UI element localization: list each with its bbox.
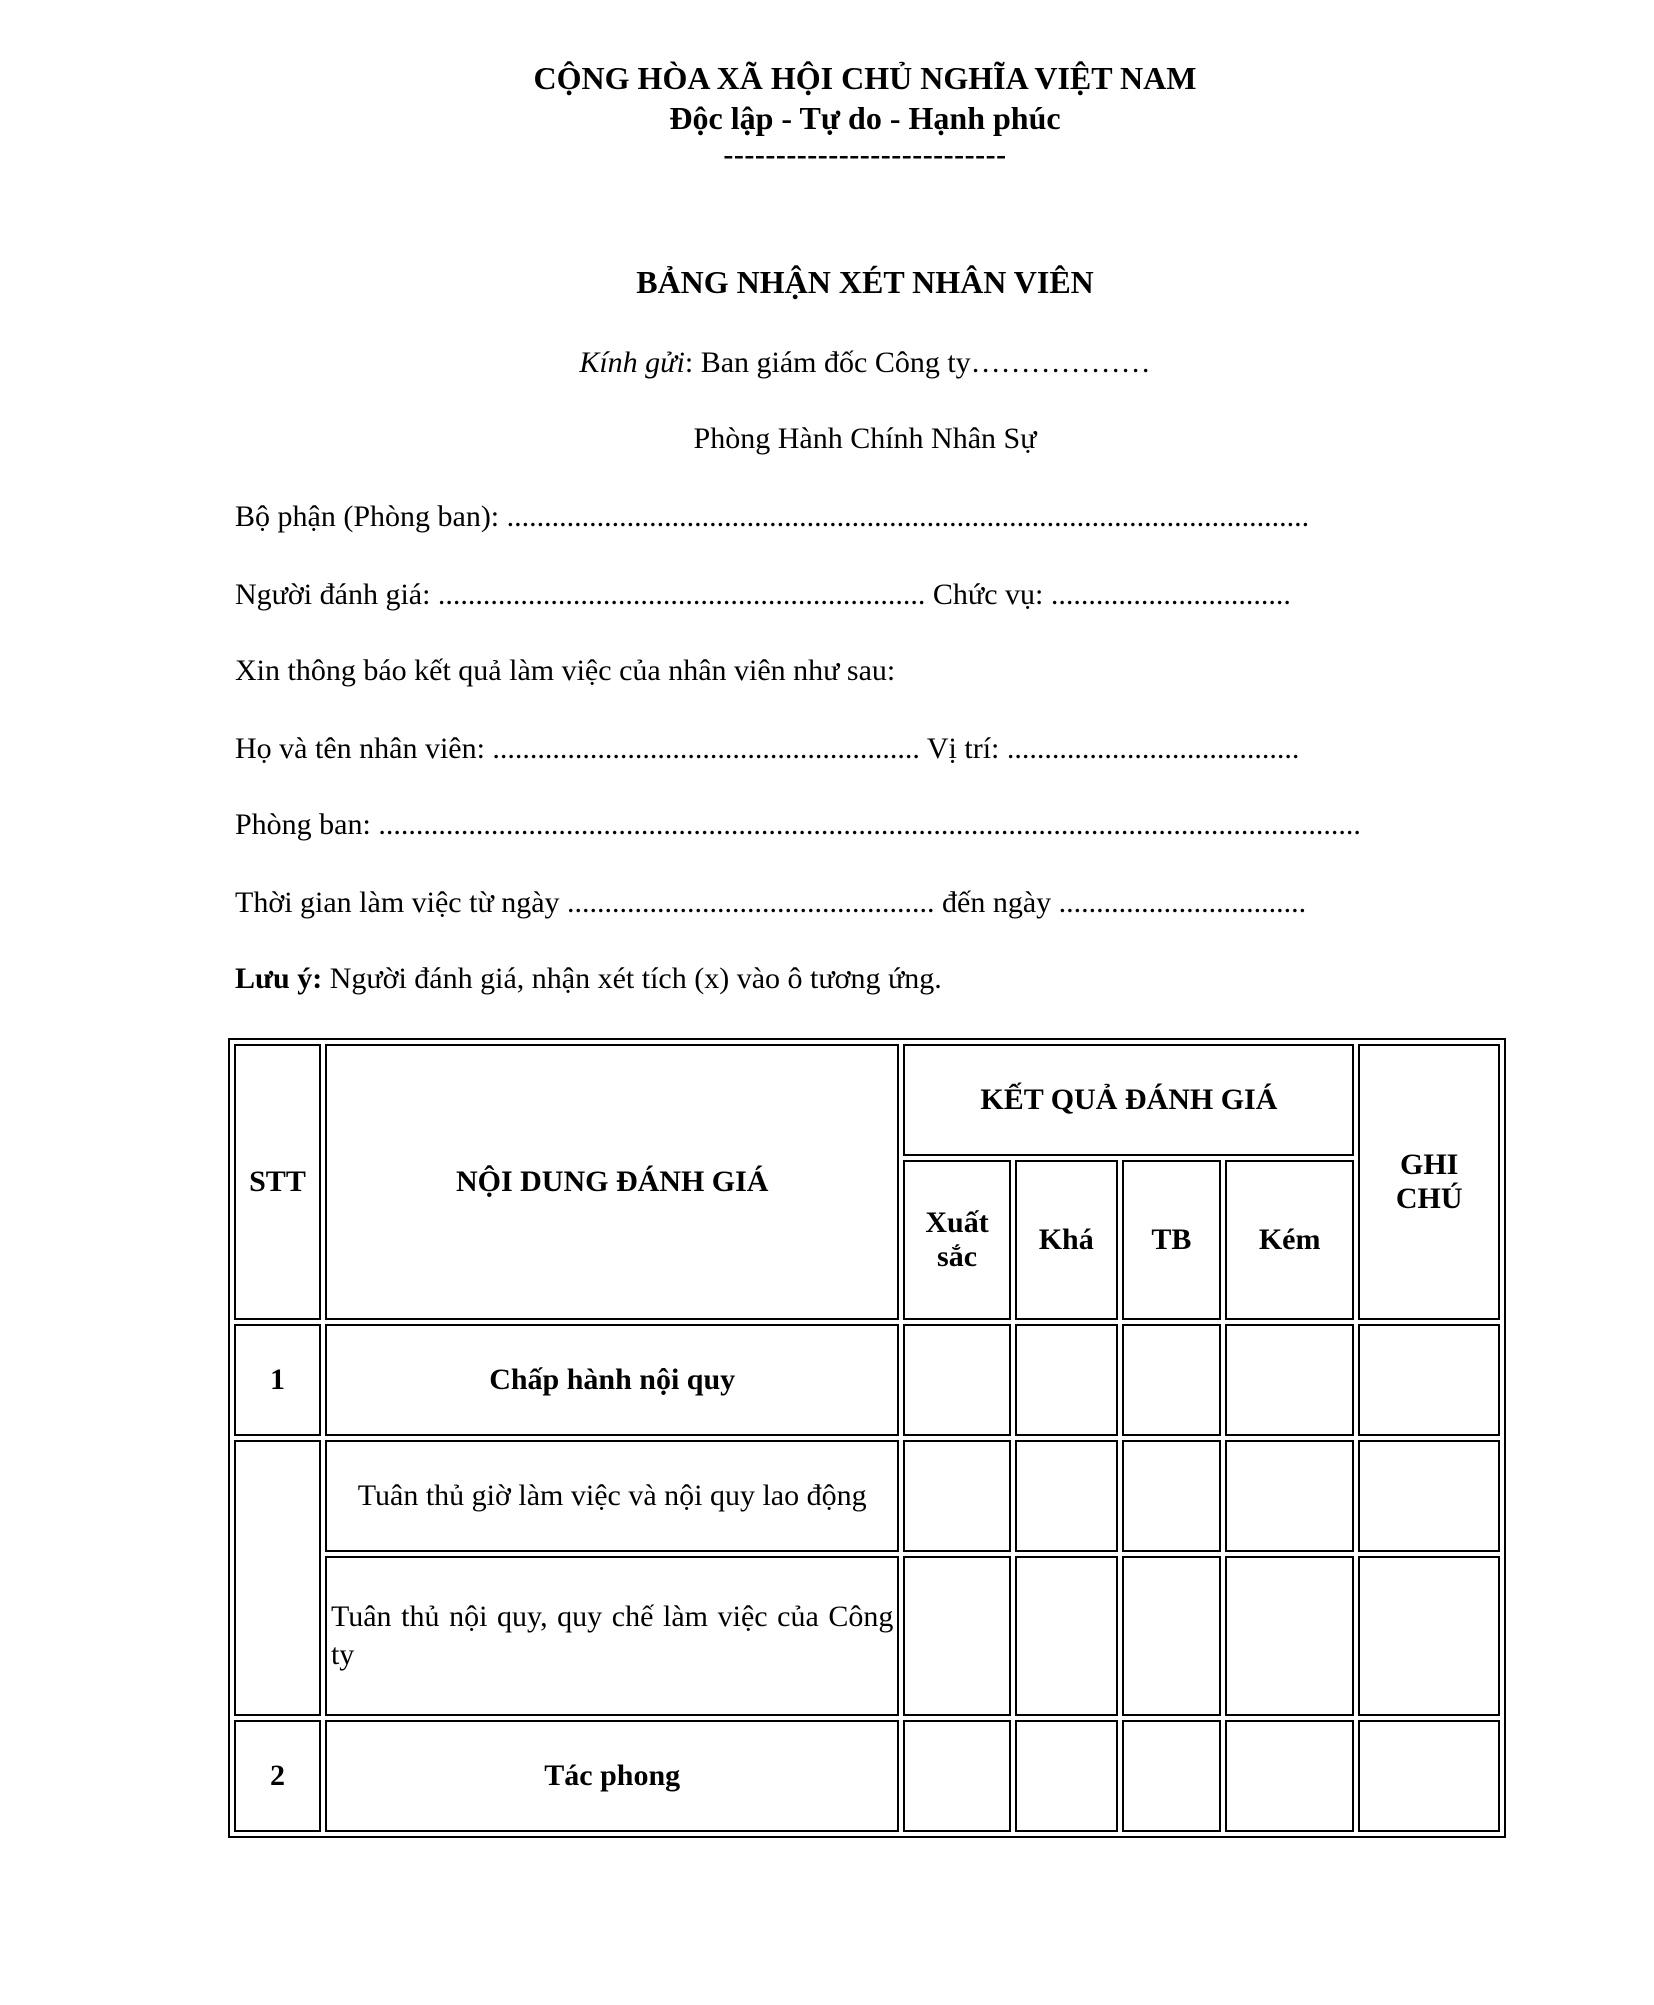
row-stt: 2 [234,1720,321,1832]
note-cell[interactable] [1358,1720,1500,1832]
recipient-department: Phòng Hành Chính Nhân Sự [693,422,1037,455]
header-stt: STT [234,1044,321,1320]
row-content: Tác phong [325,1720,899,1832]
header-note: GHI CHÚ [1358,1044,1500,1320]
motto-header: Độc lập - Tự do - Hạnh phúc [669,100,1061,136]
check-cell[interactable] [1225,1556,1355,1716]
row-stt [234,1440,321,1716]
level-poor: Kém [1225,1160,1355,1320]
check-cell[interactable] [903,1324,1010,1436]
header-content: NỘI DUNG ĐÁNH GIÁ [325,1044,899,1320]
row-content: Tuân thủ giờ làm việc và nội quy lao động [325,1440,899,1552]
note-label: Lưu ý: [235,962,323,995]
check-cell[interactable] [1225,1720,1355,1832]
note-cell[interactable] [1358,1440,1500,1552]
table-row [234,1556,1500,1716]
check-cell[interactable] [1015,1556,1118,1716]
level-average: TB [1122,1160,1221,1320]
recipient-company: : Ban giám đốc Công ty……………… [684,346,1151,379]
department-field[interactable]: Bộ phận (Phòng ban): ........................................................................................................... [235,500,1310,533]
period-field[interactable]: Thời gian làm việc từ ngày ................................................. đến ngày ................................. [235,886,1307,919]
intro-text: Xin thông báo kết quả làm việc của nhân viên như sau: [235,654,896,687]
check-cell[interactable] [1122,1556,1221,1716]
check-cell[interactable] [1015,1720,1118,1832]
header-result: KẾT QUẢ ĐÁNH GIÁ [903,1044,1354,1156]
check-cell[interactable] [903,1556,1010,1716]
recipient-line [0,346,1654,380]
note-cell[interactable] [1358,1324,1500,1436]
note-line [235,962,942,996]
employee-field[interactable]: Họ và tên nhân viên: ......................................................... Vị trí: ....................................... [235,732,1300,765]
row-stt: 1 [234,1324,321,1436]
table-row [234,1440,1500,1552]
nation-header: CỘNG HÒA XÃ HỘI CHỦ NGHĨA VIỆT NAM [533,60,1197,96]
recipient-label: Kính gửi [579,346,685,379]
check-cell[interactable] [1015,1440,1118,1552]
table-row [234,1324,1500,1436]
check-cell[interactable] [1122,1324,1221,1436]
note-text: Người đánh giá, nhận xét tích (x) vào ô tương ứng. [322,962,942,995]
check-cell[interactable] [903,1720,1010,1832]
check-cell[interactable] [1122,1440,1221,1552]
level-excellent: Xuất sắc [903,1160,1010,1320]
document-title: BẢNG NHẬN XÉT NHÂN VIÊN [636,264,1094,300]
row-content: Tuân thủ nội quy, quy chế làm việc của Công ty [325,1556,899,1716]
evaluation-table [228,1038,1506,1838]
table-row [234,1720,1500,1832]
check-cell[interactable] [903,1440,1010,1552]
row-content: Chấp hành nội quy [325,1324,899,1436]
header-separator: --------------------------- [723,138,1007,171]
check-cell[interactable] [1015,1324,1118,1436]
check-cell[interactable] [1122,1720,1221,1832]
check-cell[interactable] [1225,1324,1355,1436]
dept2-field[interactable]: Phòng ban: ................................................................................................................................... [235,808,1361,841]
evaluator-field[interactable]: Người đánh giá: ................................................................. Chức vụ: ................................ [235,578,1291,611]
level-good: Khá [1015,1160,1118,1320]
note-cell[interactable] [1358,1556,1500,1716]
check-cell[interactable] [1225,1440,1355,1552]
